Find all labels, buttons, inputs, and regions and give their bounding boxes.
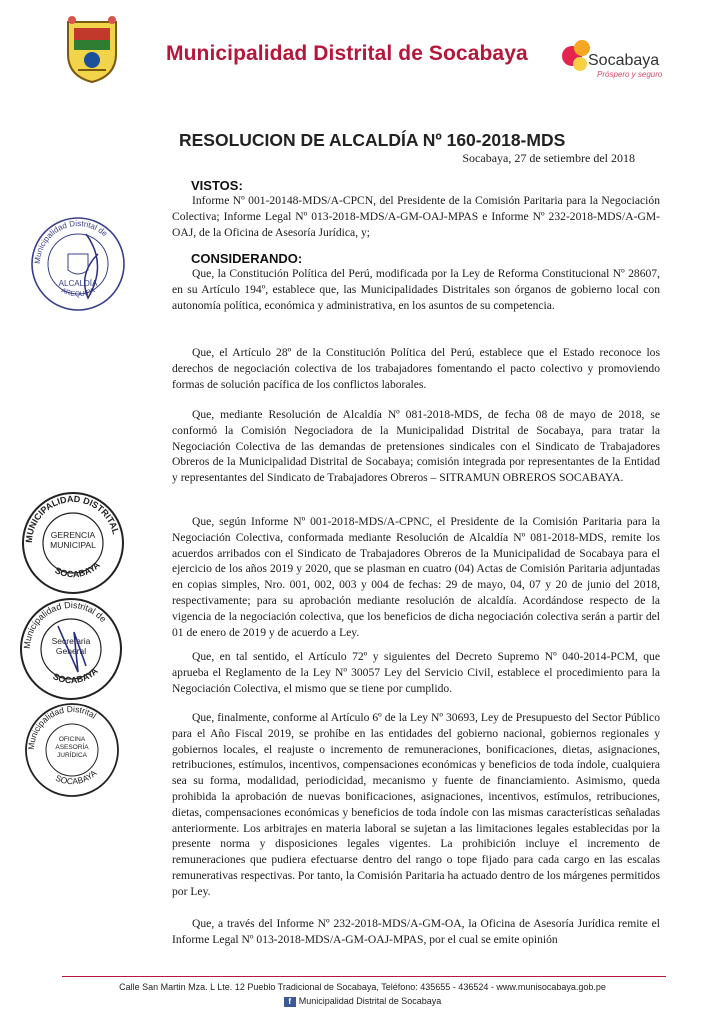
resolution-title: RESOLUCION DE ALCALDÍA Nº 160-2018-MDS <box>179 130 566 150</box>
stamp-3-bottom-text: SOCABAYA <box>51 665 100 686</box>
secretaria-general-seal-stamp <box>18 596 124 702</box>
svg-text:SOCABAYA <box>54 768 99 787</box>
stamp-2-center-text: GERENCIA MUNICIPAL <box>50 530 96 550</box>
brand-name: Socabaya <box>588 52 660 69</box>
considerando-paragraph-4: Que, según Informe Nº 001-2018-MDS/A-CPNC, el Presidente de la Comisión Paritaria para la Negociación Colectiva, conformada mediante Resolución de Alcaldía Nº 081-2018-MDS, remite los acuerdos arribados con el Sindicato de Trabajadores Obreros de la Municipalidad de Socabaya para el ejercicio de los años 2019 y 2020, que se plasman en cuatro (04) Actas de Comisión Paritaria adjuntadas en copias simples, Nro. 001, 002, 003 y 004 de fechas: 29 de mayo, 04, 07 y 20 de junio del 2018, respectivamente; para su aprobación mediante resolución de alcaldía. Acordándose respecto de la vigencia de la negociación colectiva, que los beneficios de dicha negociación colectiva serán a partir del 01 de enero de 2019 y de acuerdo a Ley. <box>172 515 660 639</box>
vistos-paragraph: Informe Nº 001-20148-MDS/A-CPCN, del Presidente de la Comisión Paritaria para la Negociación Colectiva; Informe Legal Nº 013-2018-MDS/A-GM-OAJ-MPAS e Informe Nº 232-2018-MDS/A-GM-OAJ, de la Oficina de Asesoría Jurídica, y; <box>172 194 660 239</box>
considerando-paragraph-3: Que, mediante Resolución de Alcaldía Nº 081-2018-MDS, de fecha 08 de mayo de 2018, se conformó la Comisión Negociadora de la Municipalidad Distrital de Socabaya, para tratar la Negociación Colectiva de las demandas de pretensiones sindicales con el Sindicato de Trabajadores Obreros de la Municipalidad Distrital de Socabaya; comisión integrada por representantes de la Entidad y representantes del Sindicato de Trabajadores Obreros – SITRAMUN OBREROS SOCABAYA. <box>172 408 660 485</box>
footer-social <box>0 996 725 1007</box>
footer-social-label: Municipalidad Distrital de Socabaya <box>298 996 442 1006</box>
footer-divider <box>62 976 666 977</box>
alcaldia-seal-stamp <box>28 214 128 314</box>
stamp-2-bottom-text: SOCABAYA <box>53 559 102 580</box>
gerencia-municipal-seal-stamp <box>20 490 126 596</box>
stamp-4-top-text: Municipalidad Distrital <box>25 703 99 751</box>
considerando-paragraph-2: Que, el Artículo 28º de la Constitución Política del Perú, establece que el Estado reconoce los derechos de negociación colectiva de los trabajadores fomentando el pacto colectivo y promoviendo formas de solución pacífica de los conflictos laborales. <box>172 346 660 391</box>
stamp-2-top-text: MUNICIPALIDAD DISTRITAL <box>23 493 121 544</box>
stamp-4-bottom-text: SOCABAYA <box>54 767 99 787</box>
vistos-heading: VISTOS: <box>191 178 243 193</box>
svg-text:SOCABAYA <box>53 559 102 579</box>
facebook-icon: f <box>284 997 296 1007</box>
resolution-date: Socabaya, 27 de setiembre del 2018 <box>462 151 635 165</box>
stamp-1-center-text: ALCALDÍA <box>58 279 98 288</box>
considerando-paragraph-5: Que, en tal sentido, el Artículo 72º y siguientes del Decreto Supremo Nº 040-2014-PCM, que aprueba el Reglamento de la Ley Nº 30057 Ley del Servicio Civil, establece el procedimiento para la Negociación Colectiva, el mismo que se tiene por cumplido. <box>172 650 660 695</box>
institution-title: Municipalidad Distrital de Socabaya <box>166 42 528 65</box>
stamp-1-top-text: Municipalidad Distrital de <box>32 218 110 265</box>
asesoria-juridica-seal-stamp <box>22 700 122 800</box>
considerando-heading: CONSIDERANDO: <box>191 251 303 266</box>
considerando-paragraph-6: Que, finalmente, conforme al Artículo 6º de la Ley Nº 30693, Ley de Presupuesto del Sector Público para el Año Fiscal 2019, se prohíbe en las entidades del gobierno nacional, gobiernos regionales y gobiernos locales, el reajuste o incremento de remuneraciones, bonificaciones, dietas, asignaciones, retribuciones, estímulos, incentivos, compensaciones económicas y beneficios de toda índole, cualquiera sea su forma, modalidad, periodicidad, mecanismo y fuente de financiamiento. Asimismo, queda prohibida la aprobación de nuevas bonificaciones, asignaciones, incentivos, estímulos, retribuciones, dietas, compensaciones económicas y beneficios de toda índole con las mismas características señaladas anteriormente. Los arbitrajes en materia laboral se sujetan a las limitaciones legales establecidas por la presente norma y disposiciones legales vigentes. La prohibición incluye el incremento de remuneraciones que pudiera efectuarse dentro del rango o tope fijado para cada cargo en las escalas remunerativas respectivas. Por tanto, la Comisión Paritaria ha actuado dentro de los márgenes permitidos por Ley. <box>172 711 660 898</box>
stamp-1-bottom-text: AREQUIPA <box>60 287 97 299</box>
brand-tagline: Próspero y seguro <box>597 70 663 79</box>
footer-address: Calle San Martin Mza. L Lte. 12 Pueblo Tradicional de Socabaya, Teléfono: 435655 - 436524 - www.munisocabaya.gob.pe <box>119 982 606 992</box>
considerando-paragraph-1: Que, la Constitución Política del Perú, modificada por la Ley de Reforma Constitucional Nº 28607, en su Artículo 194º, establece que, las Municipalidades Distritales son órganos de gobierno local con autonomía política, económica y administrativa, en los asuntos de su competencia. <box>172 267 660 312</box>
stamp-4-center-text: OFICINA ASESORÍA JURÍDICA <box>55 736 89 759</box>
considerando-paragraph-7: Que, a través del Informe Nº 232-2018-MDS/A-GM-OA, la Oficina de Asesoría Jurídica remite el Informe Legal Nº 013-2018-MDS/A-GM-OAJ-MPAS, por el cual se emite opinión <box>172 917 660 946</box>
stamp-3-center-text: Secretaria General <box>51 636 91 656</box>
stamp-3-top-text: Municipalidad Distrital de <box>21 599 109 650</box>
municipal-coat-of-arms-icon <box>62 14 122 84</box>
